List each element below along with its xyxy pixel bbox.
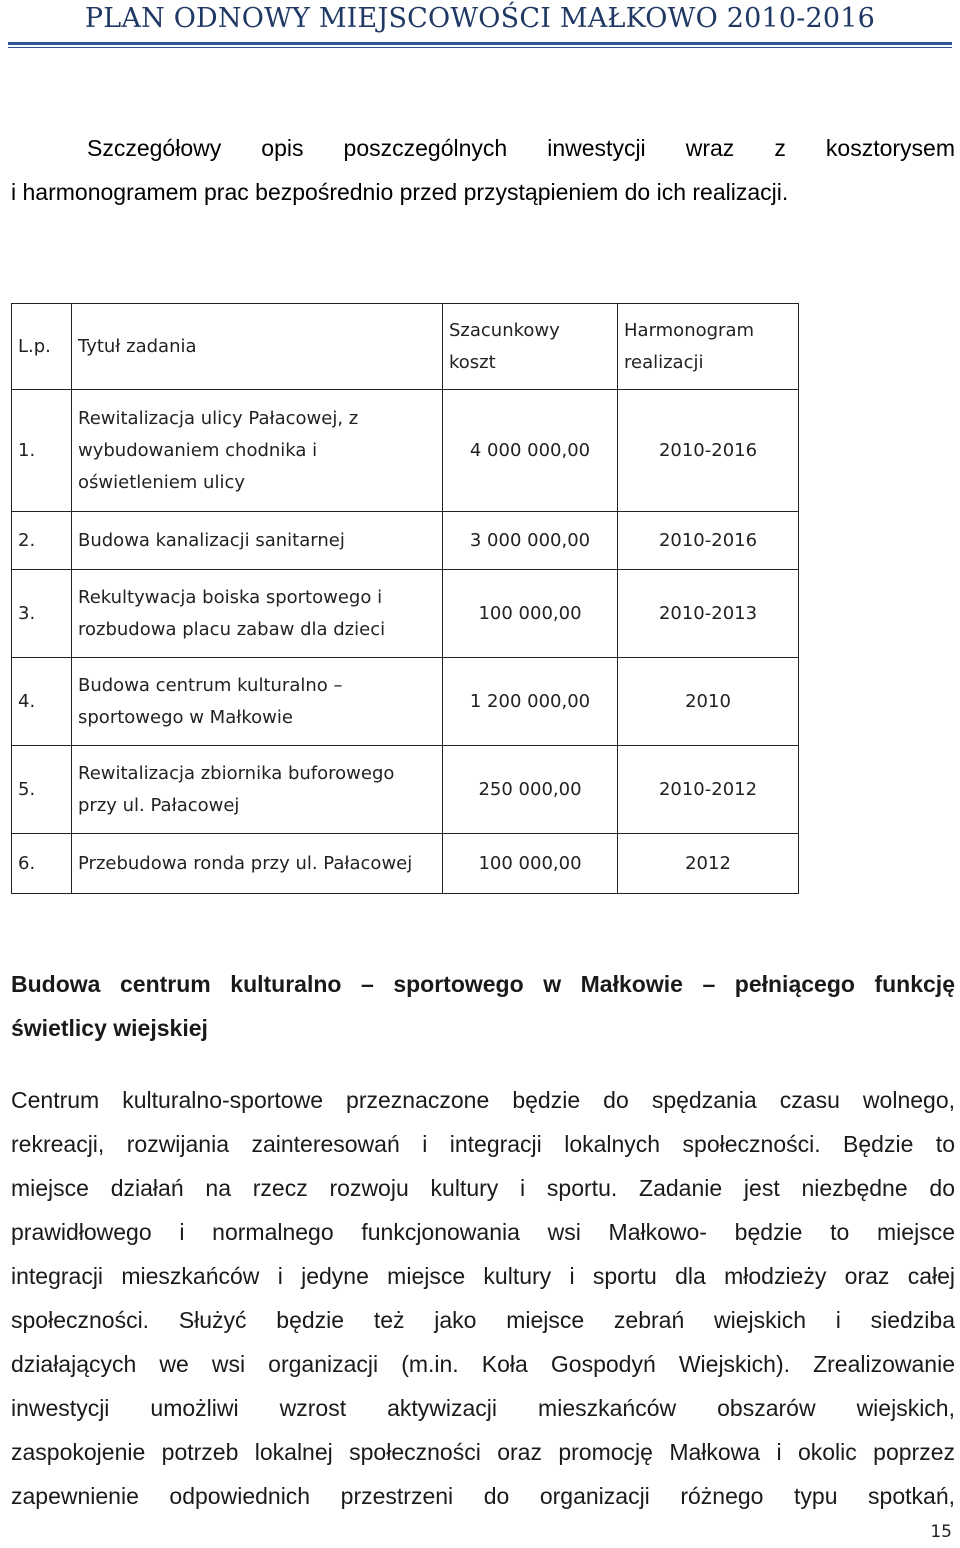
header-lp: L.p.	[12, 304, 72, 390]
header-schedule: Harmonogram realizacji	[618, 304, 799, 390]
paragraph-line: rekreacji, rozwijania zainteresowań i integracji lokalnych społeczności. Będzie to	[11, 1131, 955, 1157]
paragraph-line: integracji mieszkańców i jedyne miejsce kultury i sportu dla młodzieży oraz całej	[11, 1263, 955, 1289]
document-header-title: PLAN ODNOWY MIEJSCOWOŚCI MAŁKOWO 2010-2016	[84, 3, 876, 34]
investment-table	[11, 303, 799, 894]
header-cost: Szacunkowy koszt	[443, 304, 618, 390]
header-rule-thick	[8, 42, 952, 45]
row-title: Rekultywacja boiska sportowego i rozbudowa placu zabaw dla dzieci	[72, 570, 443, 658]
row-lp: 4.	[12, 658, 72, 746]
row-title: Przebudowa ronda przy ul. Pałacowej	[72, 834, 443, 894]
row-title: Rewitalizacja ulicy Pałacowej, z wybudowaniem chodnika i oświetleniem ulicy	[72, 390, 443, 512]
paragraph-line: Centrum kulturalno-sportowe przeznaczone będzie do spędzania czasu wolnego,	[11, 1087, 955, 1113]
row-cost: 100 000,00	[443, 834, 618, 894]
row-cost: 250 000,00	[443, 746, 618, 834]
row-schedule: 2010-2016	[618, 390, 799, 512]
intro-paragraph	[11, 126, 955, 214]
row-cost: 1 200 000,00	[443, 658, 618, 746]
paragraph-line: zaspokojenie potrzeb lokalnej społeczności oraz promocję Małkowa i okolic poprzez	[11, 1439, 955, 1465]
row-schedule: 2012	[618, 834, 799, 894]
row-title: Budowa centrum kulturalno – sportowego w Małkowie	[72, 658, 443, 746]
paragraph-line: prawidłowego i normalnego funkcjonowania wsi Małkowo- będzie to miejsce	[11, 1219, 955, 1245]
table-header-row	[12, 304, 799, 390]
page-number: 15	[930, 1522, 952, 1542]
paragraph-line: inwestycji umożliwi wzrost aktywizacji mieszkańców obszarów wiejskich,	[11, 1395, 955, 1421]
row-lp: 5.	[12, 746, 72, 834]
section-heading-line-1: Budowa centrum kulturalno – sportowego w Małkowie – pełniącego funkcję	[11, 971, 955, 997]
table-row	[12, 834, 799, 894]
row-lp: 1.	[12, 390, 72, 512]
table-row	[12, 390, 799, 512]
row-cost: 4 000 000,00	[443, 390, 618, 512]
paragraph-line: społeczności. Służyć będzie też jako miejsce zebrań wiejskich i siedziba	[11, 1307, 955, 1333]
row-schedule: 2010	[618, 658, 799, 746]
row-title: Rewitalizacja zbiornika buforowego przy ul. Pałacowej	[72, 746, 443, 834]
row-lp: 6.	[12, 834, 72, 894]
intro-line-2: i harmonogramem prac bezpośrednio przed przystąpieniem do ich realizacji.	[11, 179, 789, 205]
table-row	[12, 658, 799, 746]
table-row	[12, 746, 799, 834]
header-title: Tytuł zadania	[72, 304, 443, 390]
section-heading-line-2: świetlicy wiejskiej	[11, 1015, 208, 1041]
row-lp: 2.	[12, 512, 72, 570]
intro-line-1: Szczegółowy opis poszczególnych inwestycji wraz z kosztorysem	[87, 135, 955, 161]
table-row	[12, 570, 799, 658]
row-cost: 3 000 000,00	[443, 512, 618, 570]
paragraph-line: działających we wsi organizacji (m.in. Koła Gospodyń Wiejskich). Zrealizowanie	[11, 1351, 955, 1377]
row-schedule: 2010-2013	[618, 570, 799, 658]
paragraph-line: zapewnienie odpowiednich przestrzeni do organizacji różnego typu spotkań,	[11, 1483, 955, 1509]
row-schedule: 2010-2016	[618, 512, 799, 570]
section-heading	[11, 962, 955, 1050]
paragraph-line: miejsce działań na rzecz rozwoju kultury i sportu. Zadanie jest niezbędne do	[11, 1175, 955, 1201]
row-schedule: 2010-2012	[618, 746, 799, 834]
table-row	[12, 512, 799, 570]
row-cost: 100 000,00	[443, 570, 618, 658]
row-lp: 3.	[12, 570, 72, 658]
section-paragraph	[11, 1078, 955, 1518]
header-rule-thin	[8, 47, 952, 48]
row-title: Budowa kanalizacji sanitarnej	[72, 512, 443, 570]
